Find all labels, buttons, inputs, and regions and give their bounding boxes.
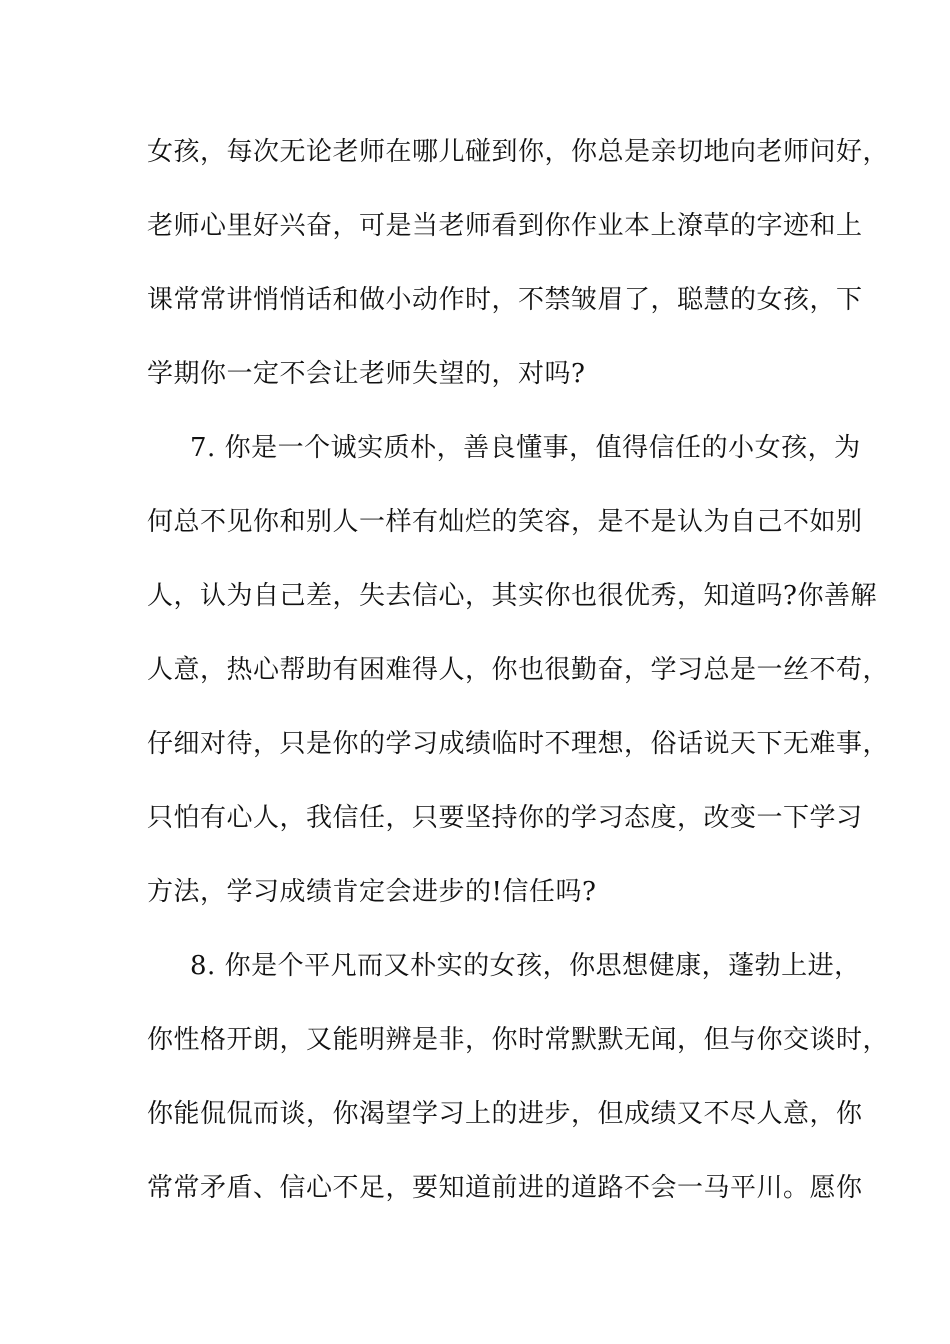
text-line: 仔细对待，只是你的学习成绩临时不理想，俗话说天下无难事，: [147, 729, 890, 759]
paragraph-start-line: 8. 你是个平凡而又朴实的女孩，你思想健康，蓬勃上进，: [190, 951, 861, 981]
text-line: 何总不见你和别人一样有灿烂的笑容，是不是认为自己不如别: [147, 507, 863, 537]
text-line: 课常常讲悄悄话和做小动作时，不禁皱眉了，聪慧的女孩，下: [147, 285, 863, 315]
text-line: 只怕有心人，我信任，只要坚持你的学习态度，改变一下学习: [147, 803, 863, 833]
text-line: 你能侃侃而谈，你渴望学习上的进步，但成绩又不尽人意，你: [147, 1099, 863, 1129]
text-line: 你性格开朗，又能明辨是非，你时常默默无闻，但与你交谈时，: [147, 1025, 890, 1055]
text-line: 人，认为自己差，失去信心，其实你也很优秀，知道吗?你善解: [147, 581, 877, 611]
text-line: 学期你一定不会让老师失望的，对吗?: [147, 359, 586, 389]
text-line: 常常矛盾、信心不足，要知道前进的道路不会一马平川。愿你: [147, 1173, 863, 1203]
text-line: 方法，学习成绩肯定会进步的!信任吗?: [147, 877, 597, 907]
text-line: 人意，热心帮助有困难得人，你也很勤奋，学习总是一丝不苟，: [147, 655, 890, 685]
text-line: 老师心里好兴奋，可是当老师看到你作业本上潦草的字迹和上: [147, 211, 863, 241]
paragraph-start-line: 7. 你是一个诚实质朴，善良懂事，值得信任的小女孩，为: [190, 433, 861, 463]
text-line: 女孩，每次无论老师在哪儿碰到你，你总是亲切地向老师问好，: [147, 137, 890, 167]
